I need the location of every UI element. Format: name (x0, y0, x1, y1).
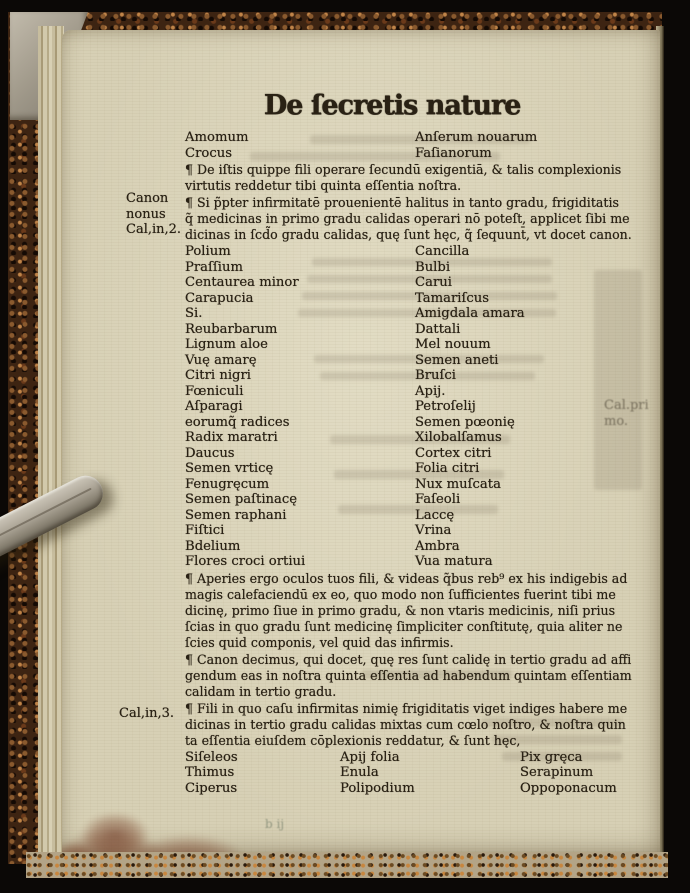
list-entry: Enula (340, 765, 379, 781)
list-entry: Mel nouum (415, 337, 491, 352)
list-entry: Thimus (185, 765, 235, 781)
list-item (185, 781, 651, 797)
margin-note-line: Cal.pri (604, 398, 649, 413)
margin-note-line: nonus (126, 206, 166, 222)
list-entry: Bruſci (415, 368, 456, 383)
margin-note-faint (604, 398, 660, 429)
list-entry: Semen aneti (415, 352, 499, 368)
list-entry: Carapucia (185, 290, 254, 306)
list-entry: Laccę (415, 507, 455, 523)
paragraph-line: virtutis reddetur tibi quinta eſſentia noſtra. (185, 178, 462, 193)
list-entry: Fiſtici (185, 523, 225, 538)
medicine-list-second-degree (185, 244, 651, 570)
list-entry: Polium (185, 244, 231, 259)
paragraph-line: magis calefaciendū ex eo, quo modo non ſufficientes fuerint tibi me (185, 586, 616, 602)
list-entry: Vua matura (415, 554, 493, 569)
list-entry: Fenugręcum (185, 476, 270, 492)
text-block (185, 90, 651, 796)
list-item (185, 337, 651, 353)
list-entry: Anſerum nouarum (415, 130, 538, 145)
list-entry: Siſeleos (185, 749, 238, 765)
book-bottom-edge (26, 852, 668, 878)
list-entry: Nux muſcata (415, 476, 501, 492)
paragraph-line: dicinas in tertio gradu calidas mixtas cum cœlo noſtro, & noſtra quin (185, 716, 626, 732)
list-item (185, 244, 651, 260)
page-stain (62, 798, 246, 852)
list-entry: Serapinum (520, 765, 594, 781)
list-entry: Semen pœonię (415, 414, 515, 430)
list-entry: Flores croci ortiui (185, 554, 306, 569)
list-entry: Xilobalſamus (415, 430, 502, 445)
list-entry: Semen paſtinacę (185, 492, 298, 507)
margin-note-line: Canon (126, 191, 169, 206)
paragraph-line: ſcies quid componis, vel quid das infirmis. (185, 634, 454, 650)
paragraph-line: gendum eas in noſtra quinta eſſentia ad habendum quintam eſſentiam (185, 667, 632, 683)
book-page (62, 30, 660, 852)
list-item (185, 508, 651, 524)
list-entry: Polipodium (340, 780, 415, 796)
list-entry: Daucus (185, 445, 235, 461)
paragraph-line: ¶ Si p̃pter infirmitatē prouenientē halitus in tanto gradu, frigiditatis (185, 195, 619, 210)
paragraph-line: ¶ Fili in quo caſu infirmitas nimię frigiditatis viget indiges habere me (185, 700, 628, 716)
list-entry: Faſeoli (415, 492, 461, 507)
page-stack-edges (38, 26, 64, 858)
list-entry: Reubarbarum (185, 321, 278, 337)
list-item (185, 415, 651, 431)
list-entry: Lignum aloe (185, 337, 268, 352)
list-item (185, 384, 651, 400)
list-entry: eorumq̃ radices (185, 414, 290, 430)
list-entry: Amomum (185, 130, 249, 145)
list-item (185, 306, 651, 322)
list-entry: Apij. (415, 383, 446, 399)
page-title: De ſecretis nature (263, 90, 521, 121)
paragraph-line: q̃ medicinas in primo gradu calidas operari nō poteſt, applicet ſibi me (185, 211, 630, 226)
list-entry: Bulbi (415, 259, 451, 275)
list-entry: Semen raphani (185, 507, 287, 523)
list-item (185, 399, 651, 415)
paragraph-line: dicinas in ſcd̃o gradu calidas, quę ſunt hęc, q̃ ſequunt̄, vt docet canon. (185, 227, 632, 242)
paragraph (185, 195, 651, 243)
list-entry: Cortex citri (415, 445, 492, 461)
list-entry: Dattali (415, 321, 461, 337)
margin-note-canon-nonus (126, 191, 196, 238)
paragraph (185, 162, 651, 194)
margin-note-line: Cal,in,2. (126, 222, 182, 237)
list-item (185, 291, 651, 307)
signature-mark: b ij (265, 817, 285, 831)
list-entry: Tamariſcus (415, 290, 490, 306)
list-entry: Carui (415, 275, 452, 290)
list-entry: Crocus (185, 145, 232, 161)
margin-note-line: Cal,in,3. (119, 706, 175, 721)
paragraph-line: dicinę, primo ſiue in primo gradu, & non vtaris medicinis, niſi prius (185, 602, 616, 618)
paragraph (185, 652, 651, 700)
paragraph-line: ta eſſentia eiuſdem cōplexionis reddatur, & ſunt hęc, (185, 732, 521, 748)
paragraph (185, 701, 651, 749)
list-entry: Citri nigri (185, 368, 251, 383)
list-item (185, 146, 651, 162)
list-entry: Faſianorum (415, 145, 492, 161)
list-entry: Apij folia (340, 749, 400, 765)
paragraph-line: ¶ Aperies ergo oculos tuos fili, & videas q̃bus reb⁹ ex his indigebis ad (185, 570, 628, 586)
list-item (185, 275, 651, 291)
list-item (185, 765, 651, 781)
list-entry: Si. (185, 306, 203, 321)
list-entry: Radix maratri (185, 430, 278, 445)
margin-note-cal-in-3 (119, 706, 189, 722)
list-entry: Amigdala amara (415, 306, 525, 321)
list-entry: Cancilla (415, 244, 470, 259)
list-entry: Aſparagi (185, 399, 243, 414)
list-item (185, 430, 651, 446)
list-entry: Vrina (415, 523, 452, 538)
list-item (185, 554, 651, 570)
list-item (185, 477, 651, 493)
list-item (185, 523, 651, 539)
list-item (185, 368, 651, 384)
list-item (185, 539, 651, 555)
list-entry: Petroſelij (415, 399, 476, 414)
list-item (185, 446, 651, 462)
paragraph-line: ſcias in quo gradu ſunt medicinę ſimpliciter conſtitutę, quia aliter ne (185, 618, 623, 634)
list-item (185, 461, 651, 477)
list-entry: Folia citri (415, 461, 480, 476)
list-item (185, 260, 651, 276)
paragraph-line: ¶ Canon decimus, qui docet, quę res ſunt calidę in tertio gradu ad affi (185, 651, 632, 667)
paragraph-line: ¶ De iſtis quippe fili operare ſecundū exigentiā, & talis complexionis (185, 162, 622, 177)
book-cover-top-edge (8, 12, 662, 32)
paragraph (185, 571, 651, 651)
list-entry: Ciperus (185, 780, 238, 796)
list-item (185, 322, 651, 338)
list-entry: Semen vrticę (185, 461, 274, 476)
list-item (185, 353, 651, 369)
list-item (185, 492, 651, 508)
margin-note-line: mo. (604, 413, 629, 429)
list-entry: Praſſium (185, 259, 244, 275)
list-entry: Ambra (415, 538, 460, 554)
list-entry: Vuę amarę (185, 352, 257, 368)
list-entry: Pix gręca (520, 749, 583, 765)
list-item (185, 130, 651, 146)
medicine-list-third-degree (185, 750, 651, 797)
book-cover-left-edge (8, 12, 40, 864)
list-entry: Bdelium (185, 538, 241, 554)
list-entry: Oppoponacum (520, 780, 617, 796)
list-item (185, 750, 651, 766)
list-entry: Fœniculi (185, 383, 244, 399)
paragraph-line: calidam in tertio gradu. (185, 683, 337, 699)
list-entry: Centaurea minor (185, 275, 299, 290)
